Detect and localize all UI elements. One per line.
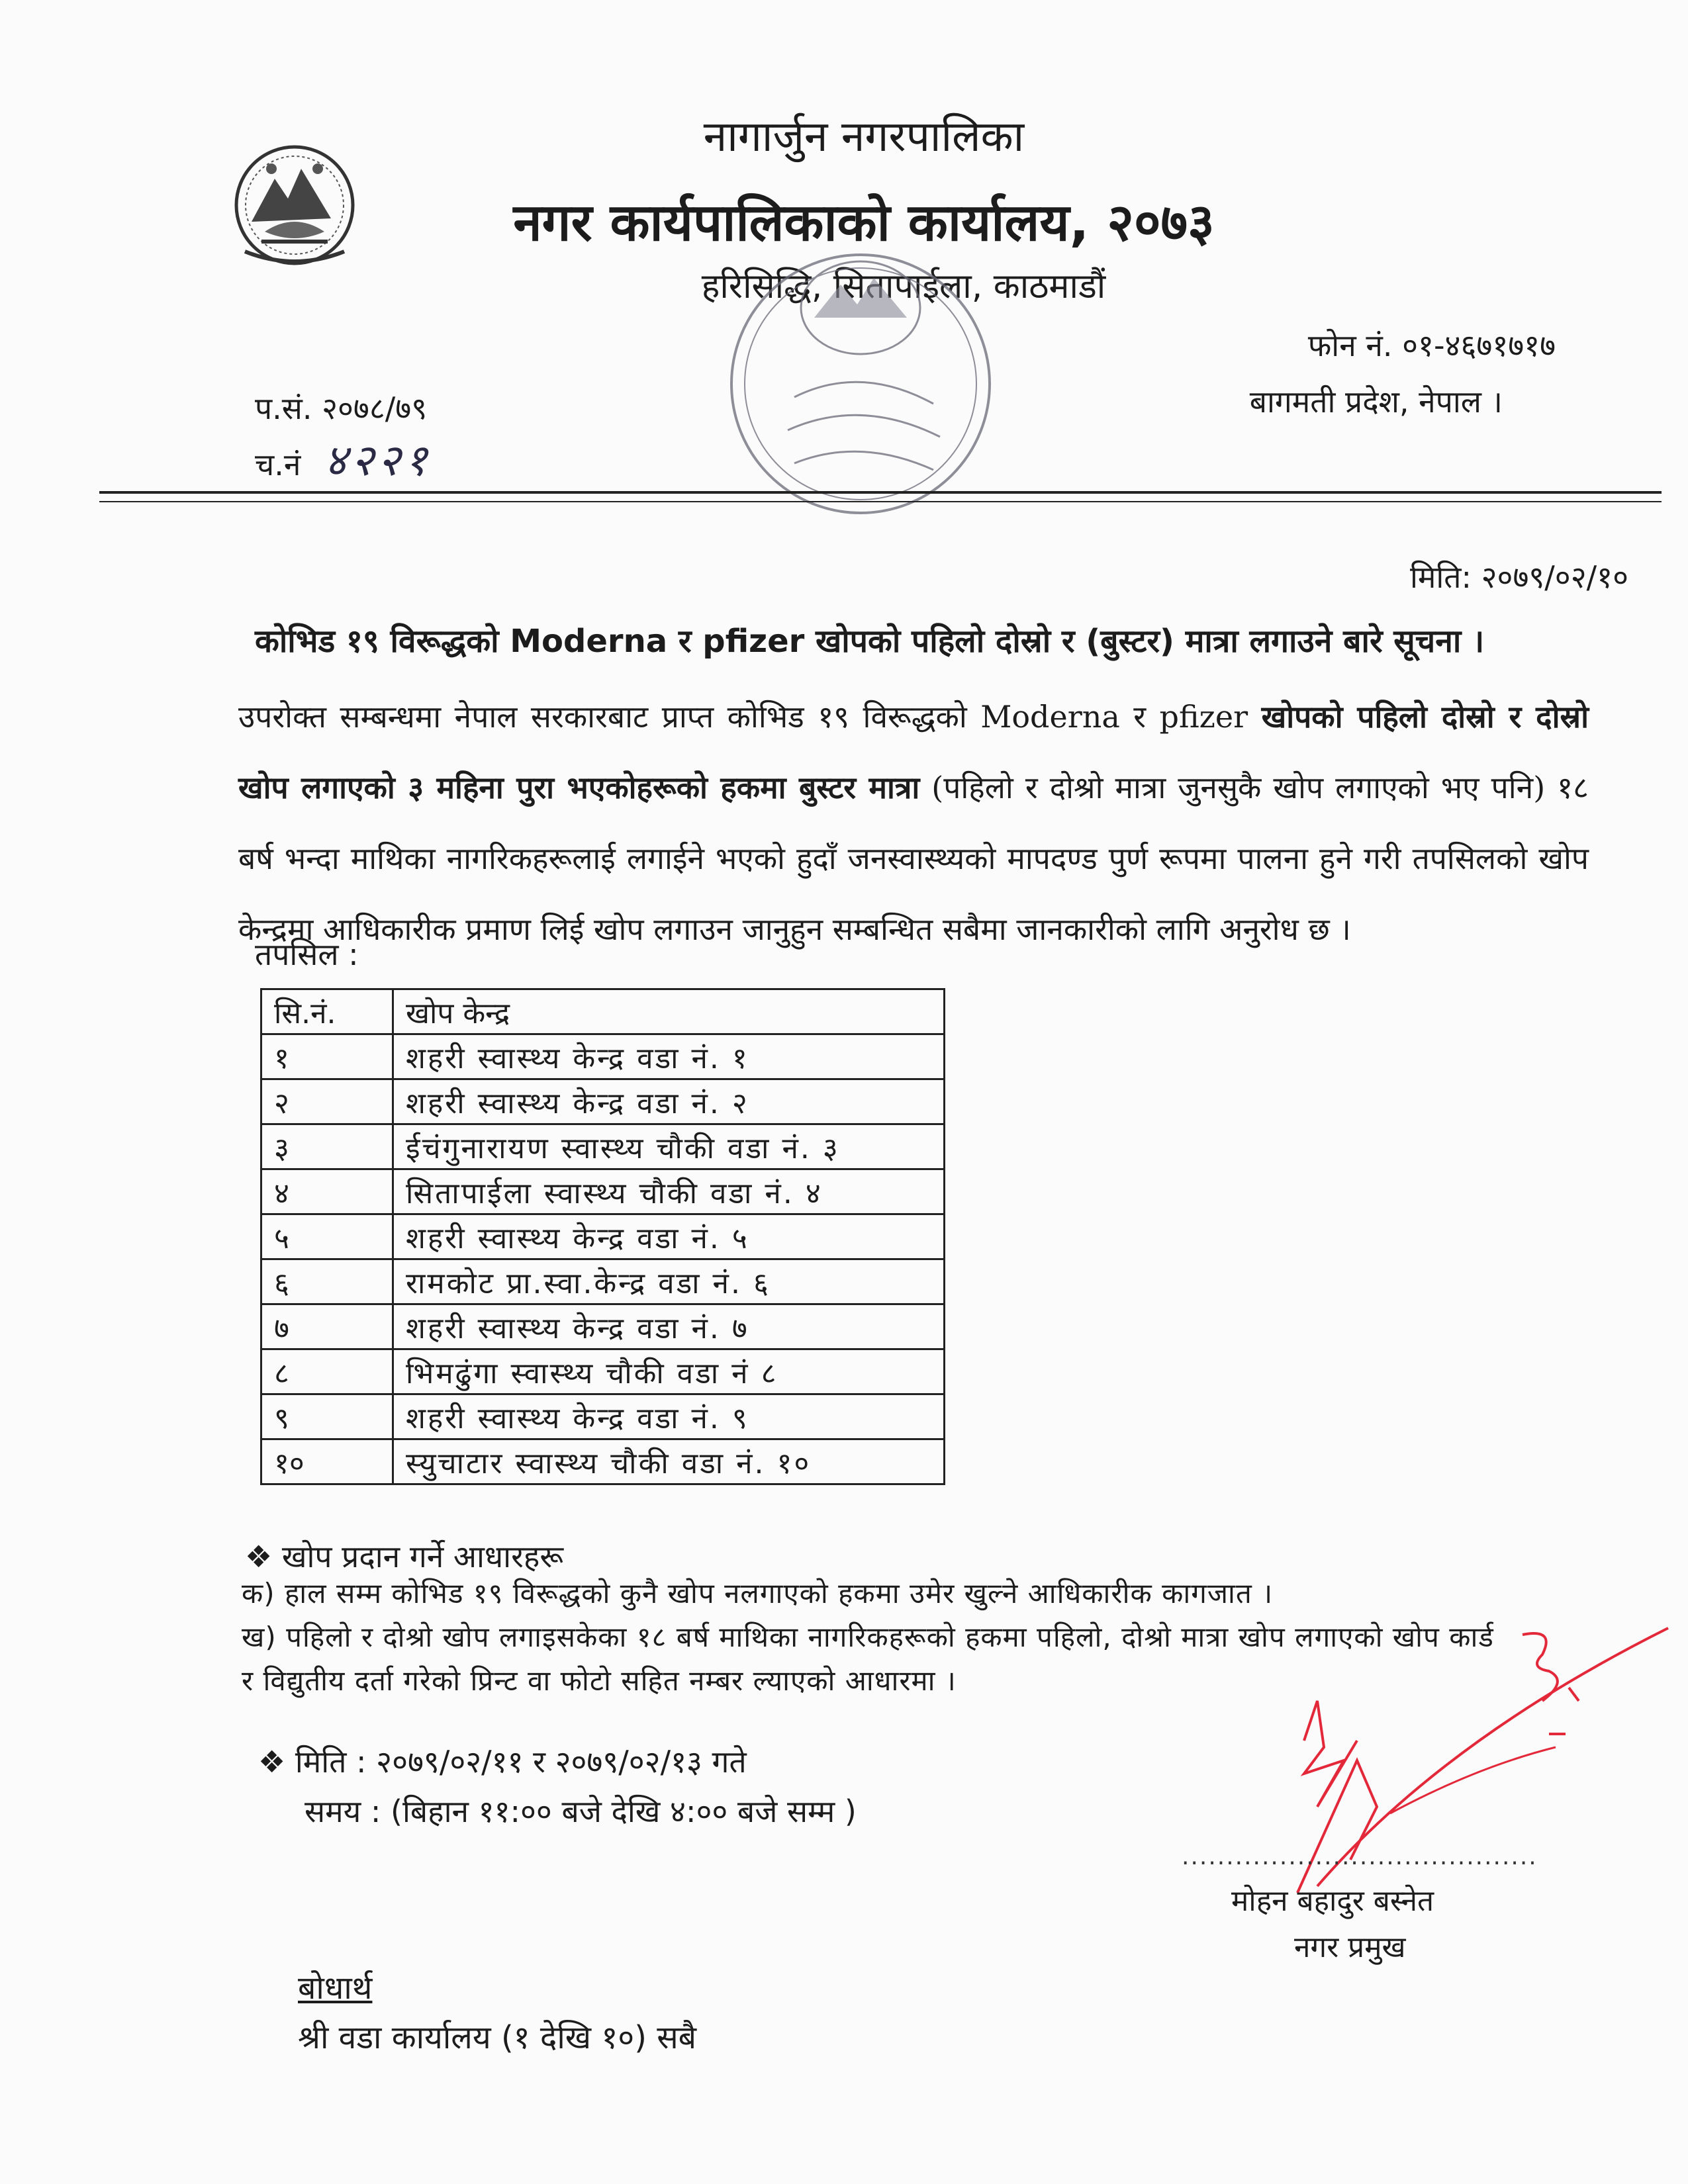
table-row — [261, 1034, 945, 1079]
center-cell: रामकोट प्रा.स्वा.केन्द्र वडा नं. ६ — [393, 1259, 945, 1304]
serial-cell: ६ — [261, 1259, 393, 1304]
body-part-1: उपरोक्त सम्बन्धमा नेपाल सरकारबाट प्राप्त कोभिड १९ विरूद्धको Moderna र pfizer — [238, 699, 1262, 735]
center-cell: भिमढुंगा स्वास्थ्य चौकी वडा नं ८ — [393, 1349, 945, 1394]
column-header-center: खोप केन्द्र — [393, 989, 945, 1034]
reference-number: प.सं. २०७८/७९ — [255, 390, 428, 426]
basis-item-a: क) हाल सम्म कोभिड १९ विरूद्धको कुनै खोप नलगाएको हकमा उमेर खुल्ने आधिकारीक कागजात । — [242, 1577, 1274, 1610]
province: बागमती प्रदेश, नेपाल । — [1249, 384, 1503, 420]
serial-cell: १० — [261, 1439, 393, 1484]
notice-subject: कोभिड १९ विरूद्धको Moderna र pfizer खोपको पहिलो दोस्रो र (बुस्टर) मात्रा लगाउने बारे सूचना । — [255, 623, 1485, 660]
dispatch-label: च.नं — [255, 447, 301, 482]
serial-cell: ७ — [261, 1304, 393, 1349]
serial-cell: १ — [261, 1034, 393, 1079]
center-cell: शहरी स्वास्थ्य केन्द्र वडा नं. ५ — [393, 1214, 945, 1259]
table-row — [261, 1394, 945, 1439]
body-part-2-bold: खोपको पहिलो दोस्रो र दोस्रो खोप लगाएको ३ महिना पुरा भएकोहरूको हकमा बुस्टर मात्रा — [238, 699, 1589, 805]
center-cell: शहरी स्वास्थ्य केन्द्र वडा नं. ९ — [393, 1394, 945, 1439]
vaccination-dates: ❖ मिति : २०७९/०२/११ र २०७९/०२/१३ गते — [258, 1744, 747, 1780]
vaccination-time: समय : (बिहान ११:०० बजे देखि ४:०० बजे सम्म ) — [305, 1794, 857, 1829]
serial-cell: ४ — [261, 1169, 393, 1214]
column-header-serial: सि.नं. — [261, 989, 393, 1034]
signature-line: ........................................ — [1182, 1843, 1538, 1870]
table-header-row — [261, 989, 945, 1034]
dispatch-number-handwritten: ४२२१ — [324, 435, 432, 486]
table-row — [261, 1349, 945, 1394]
office-title: नगर कार्यपालिकाको कार्यालय, २०७३ — [513, 193, 1215, 253]
office-address: हरिसिद्धि, सितापाईला, काठमाडौं — [701, 267, 1106, 306]
table-row — [261, 1259, 945, 1304]
header-divider-thick — [99, 491, 1662, 494]
signatory-name: मोहन बहादुर बस्नेत — [1231, 1884, 1434, 1918]
table-row — [261, 1124, 945, 1169]
municipality-name: नागार्जुन नगरपालिका — [703, 113, 1025, 161]
serial-cell: ९ — [261, 1394, 393, 1439]
table-row — [261, 1079, 945, 1124]
letter-date: मिति: २०७९/०२/१० — [1409, 559, 1628, 595]
center-cell: शहरी स्वास्थ्य केन्द्र वडा नं. ७ — [393, 1304, 945, 1349]
vaccination-centers-table — [260, 988, 945, 1485]
table-row — [261, 1169, 945, 1214]
center-cell: स्युचाटार स्वास्थ्य चौकी वडा नं. १० — [393, 1439, 945, 1484]
serial-cell: ८ — [261, 1349, 393, 1394]
table-row — [261, 1304, 945, 1349]
serial-cell: ३ — [261, 1124, 393, 1169]
center-cell: सितापाईला स्वास्थ्य चौकी वडा नं. ४ — [393, 1169, 945, 1214]
center-cell: शहरी स्वास्थ्य केन्द्र वडा नं. २ — [393, 1079, 945, 1124]
cc-label: बोधार्थ — [298, 1970, 373, 2007]
center-cell: ईचंगुनारायण स्वास्थ्य चौकी वडा नं. ३ — [393, 1124, 945, 1169]
header-divider-thin — [99, 501, 1662, 502]
signatory-title: नगर प्रमुख — [1294, 1931, 1406, 1964]
serial-cell: ५ — [261, 1214, 393, 1259]
phone-number: फोन नं. ०१-४६७१७१७ — [1307, 328, 1556, 363]
notice-body — [238, 682, 1589, 965]
cc-recipient: श्री वडा कार्यालय (१ देखि १०) सबै — [298, 2019, 697, 2056]
schedule-label: तपसिल : — [255, 936, 359, 972]
table-row — [261, 1214, 945, 1259]
bases-heading: ❖ खोप प्रदान गर्ने आधारहरू — [245, 1539, 564, 1574]
serial-cell: २ — [261, 1079, 393, 1124]
body-part-3: (पहिलो र दोश्रो मात्रा जुनसुकै खोप लगाएको भए पनि) १८ बर्ष भन्दा माथिका नागरिकहरूलाई लगाईने भएको हुदाँ जनस्वास्थ्यको मापदण्ड पुर्ण रूपमा पालना हुने गरी तपसिलको खोप केन्द्रमा आधिकारीक प्रमाण लिई खोप लगाउन जानुहुन सम्बन्धित सबैमा जानकारीको लागि अनुरोध छ । — [238, 770, 1589, 947]
basis-item-b: ख) पहिलो र दोश्रो खोप लगाइसकेका १८ बर्ष माथिका नागरिकहरूको हकमा पहिलो, दोश्रो मात्रा खोप लगाएको खोप कार्ड र विद्युतीय दर्ता गरेको प्रिन्ट वा फोटो सहित नम्बर ल्याएको आधारमा । — [242, 1621, 1494, 1697]
table-row — [261, 1439, 945, 1484]
office-stamp-icon — [715, 245, 1006, 523]
center-cell: शहरी स्वास्थ्य केन्द्र वडा नं. १ — [393, 1034, 945, 1079]
